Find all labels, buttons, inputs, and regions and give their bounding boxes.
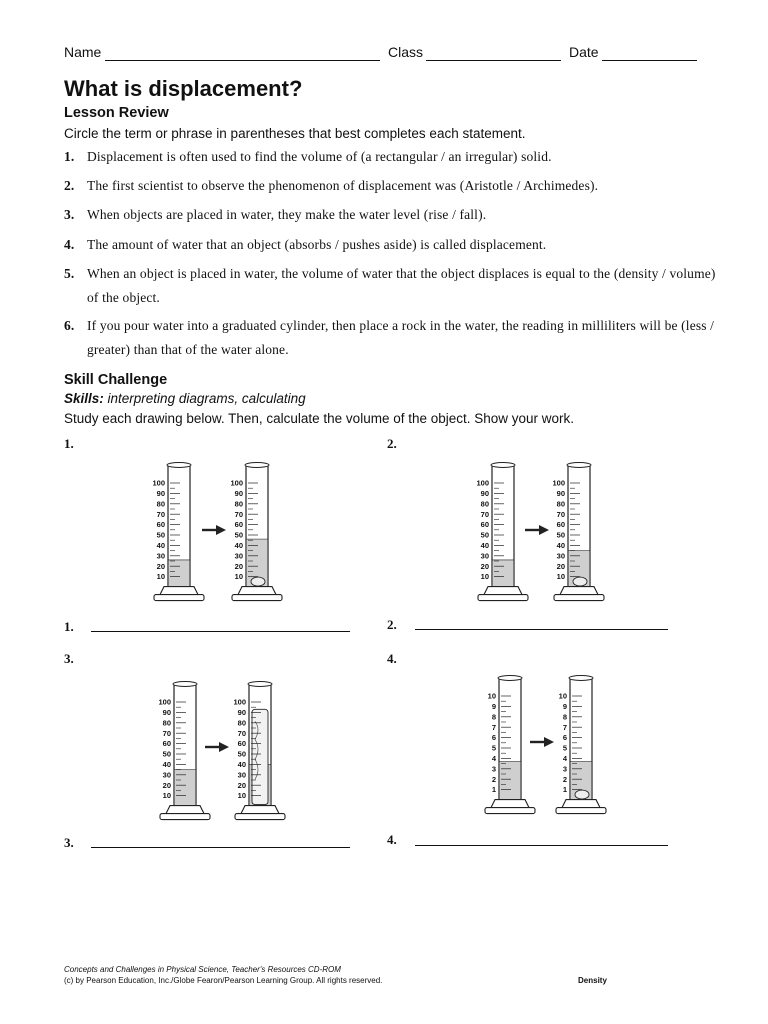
cylinder-rim — [245, 463, 269, 468]
scale-label: 60 — [556, 520, 565, 530]
footer-topic: Density — [578, 976, 607, 985]
scale-label: 7 — [562, 722, 567, 732]
scale-label: 90 — [234, 489, 243, 498]
date-label: Date — [569, 44, 599, 60]
scale-label: 30 — [162, 770, 171, 780]
scale-label: 50 — [234, 530, 243, 540]
problem-2-label: 2. — [387, 436, 397, 451]
scale-label: 80 — [556, 499, 565, 509]
scale-label: 10 — [480, 572, 489, 582]
cylinder-base — [238, 587, 276, 595]
cylinder-foot — [485, 808, 535, 814]
answer-1-label: 1. — [64, 619, 74, 634]
scale-label: 7 — [491, 722, 496, 732]
question-number: 2. — [64, 178, 75, 193]
cylinder-rim — [569, 676, 593, 681]
scale-label: 30 — [480, 551, 489, 561]
scale-label: 70 — [556, 509, 565, 519]
rock-object — [573, 577, 587, 586]
scale-label: 10 — [558, 691, 567, 701]
scale-label: 3 — [491, 764, 496, 774]
scale-label: 20 — [162, 780, 171, 790]
scale-label: 9 — [491, 702, 496, 711]
scale-label: 80 — [162, 718, 171, 728]
scale-label: 50 — [162, 749, 171, 759]
scale-label: 5 — [491, 743, 496, 753]
skills-text: interpreting diagrams, calculating — [103, 391, 306, 406]
scale-label: 100 — [233, 697, 246, 707]
scale-label: 70 — [234, 509, 243, 519]
arrow-icon — [216, 525, 226, 535]
question-number: 1. — [64, 149, 75, 164]
scale-label: 60 — [237, 739, 246, 749]
scale-label: 60 — [156, 520, 165, 530]
cylinder-base — [491, 800, 529, 808]
scale-label: 2 — [491, 774, 496, 784]
rock-object — [251, 577, 265, 586]
scale-label: 50 — [556, 530, 565, 540]
scale-label: 8 — [562, 712, 567, 722]
scale-label: 30 — [234, 551, 243, 561]
scale-label: 30 — [556, 551, 565, 561]
scale-label: 1 — [562, 785, 567, 795]
page-title: What is displacement? — [64, 76, 303, 101]
footer-line-1: Concepts and Challenges in Physical Science, Teacher's Resources CD-ROM — [64, 965, 341, 974]
cylinder-foot — [556, 808, 606, 814]
arrow-icon — [544, 737, 554, 747]
scale-label: 40 — [556, 541, 565, 550]
cylinder-foot — [232, 595, 282, 601]
water-fill — [169, 560, 189, 587]
scale-label: 6 — [562, 733, 567, 743]
scale-label: 100 — [152, 478, 165, 488]
scale-label: 6 — [491, 733, 496, 743]
scale-label: 90 — [162, 708, 171, 717]
scale-label: 100 — [476, 478, 489, 488]
scale-label: 40 — [480, 541, 489, 550]
skills-label: Skills: — [64, 391, 104, 406]
water-fill — [500, 762, 520, 800]
question-text: The amount of water that an object (absorbs / pushes aside) is called displacement. — [87, 237, 547, 252]
scale-label: 1 — [491, 785, 496, 795]
scale-label: 10 — [156, 572, 165, 582]
cylinder-base — [241, 806, 279, 814]
scale-label: 3 — [562, 764, 567, 774]
scale-label: 100 — [230, 478, 243, 488]
scale-label: 10 — [162, 791, 171, 801]
question-text: Displacement is often used to find the volume of (a rectangular / an irregular) solid. — [87, 149, 552, 164]
scale-label: 4 — [491, 754, 496, 763]
scale-label: 60 — [162, 739, 171, 749]
scale-label: 70 — [480, 509, 489, 519]
problem-4-label: 4. — [387, 651, 397, 666]
scale-label: 10 — [556, 572, 565, 582]
problem-3-label: 3. — [64, 651, 74, 666]
scale-label: 40 — [162, 760, 171, 769]
scale-label: 80 — [156, 499, 165, 509]
cylinder-base — [484, 587, 522, 595]
cylinder-foot — [154, 595, 204, 601]
scale-label: 100 — [158, 697, 171, 707]
cylinder-base — [160, 587, 198, 595]
problem-1-label: 1. — [64, 436, 74, 451]
answer-4-line[interactable] — [415, 845, 668, 846]
class-label: Class — [388, 44, 424, 60]
scale-label: 5 — [562, 743, 567, 753]
scale-label: 4 — [562, 754, 567, 763]
lesson-review-heading: Lesson Review — [64, 105, 169, 121]
scale-label: 90 — [480, 489, 489, 498]
lesson-review-instructions: Circle the term or phrase in parentheses that best completes each statement. — [64, 126, 526, 141]
scale-label: 8 — [491, 712, 496, 722]
arrow-icon — [539, 525, 549, 535]
scale-label: 80 — [480, 499, 489, 509]
arrow-icon — [219, 742, 229, 752]
answer-1-line[interactable] — [91, 631, 350, 632]
scale-label: 2 — [562, 774, 567, 784]
cylinder-base — [560, 587, 598, 595]
cylinder-rim — [491, 463, 515, 468]
footer-line-2: (c) by Pearson Education, Inc./Globe Fearon/Pearson Learning Group. All rights reserved. — [64, 976, 383, 985]
answer-3-line[interactable] — [91, 847, 350, 848]
scale-label: 70 — [156, 509, 165, 519]
scale-label: 50 — [480, 530, 489, 540]
cylinder-rim — [498, 676, 522, 681]
question-text: If you pour water into a graduated cylinder, then place a rock in the water, the reading in milliliters will be (less / greater) than that of the water alone. — [87, 318, 715, 357]
scale-label: 40 — [237, 760, 246, 769]
cylinder-rim — [167, 463, 191, 468]
cylinder-base — [562, 800, 600, 808]
scale-label: 90 — [237, 708, 246, 717]
scale-label: 10 — [487, 691, 496, 701]
cylinder-foot — [478, 595, 528, 601]
question-text: The first scientist to observe the phenomenon of displacement was (Aristotle / Archimedes). — [87, 178, 599, 193]
answer-3-label: 3. — [64, 835, 74, 850]
scale-label: 80 — [237, 718, 246, 728]
scale-label: 60 — [234, 520, 243, 530]
rock-object — [575, 790, 589, 799]
cylinder-rim — [248, 682, 272, 687]
cylinder-rim — [173, 682, 197, 687]
scale-label: 30 — [237, 770, 246, 780]
scale-label: 40 — [234, 541, 243, 550]
skill-challenge-heading: Skill Challenge — [64, 372, 168, 388]
scale-label: 80 — [234, 499, 243, 509]
question-number: 3. — [64, 207, 75, 222]
question-number: 5. — [64, 266, 75, 281]
name-label: Name — [64, 44, 102, 60]
cylinder-rim — [567, 463, 591, 468]
scale-label: 50 — [156, 530, 165, 540]
scale-label: 90 — [556, 489, 565, 498]
scale-label: 90 — [156, 489, 165, 498]
scale-label: 20 — [156, 561, 165, 571]
scale-label: 20 — [234, 561, 243, 571]
question-number: 6. — [64, 318, 75, 333]
scale-label: 20 — [480, 561, 489, 571]
cylinder-foot — [554, 595, 604, 601]
scale-label: 9 — [562, 702, 567, 711]
water-fill — [493, 560, 513, 587]
scale-label: 50 — [237, 749, 246, 759]
scale-label: 20 — [556, 561, 565, 571]
scale-label: 10 — [237, 791, 246, 801]
scale-label: 30 — [156, 551, 165, 561]
scale-label: 100 — [552, 478, 565, 488]
question-number: 4. — [64, 237, 75, 252]
answer-2-line[interactable] — [415, 629, 668, 630]
scale-label: 60 — [480, 520, 489, 530]
cylinder-base — [166, 806, 204, 814]
question-text: When objects are placed in water, they make the water level (rise / fall). — [87, 207, 487, 222]
cylinder-foot — [235, 814, 285, 820]
scale-label: 40 — [156, 541, 165, 550]
scale-label: 10 — [234, 572, 243, 582]
scale-label: 20 — [237, 780, 246, 790]
answer-2-label: 2. — [387, 617, 397, 632]
scale-label: 70 — [162, 728, 171, 738]
skill-challenge-instructions: Study each drawing below. Then, calculate the volume of the object. Show your work. — [64, 411, 575, 426]
question-text: When an object is placed in water, the volume of water that the object displaces is equal to the (density / volume) of the object. — [87, 266, 716, 305]
scale-label: 70 — [237, 728, 246, 738]
cylinder-foot — [160, 814, 210, 820]
answer-4-label: 4. — [387, 832, 397, 847]
